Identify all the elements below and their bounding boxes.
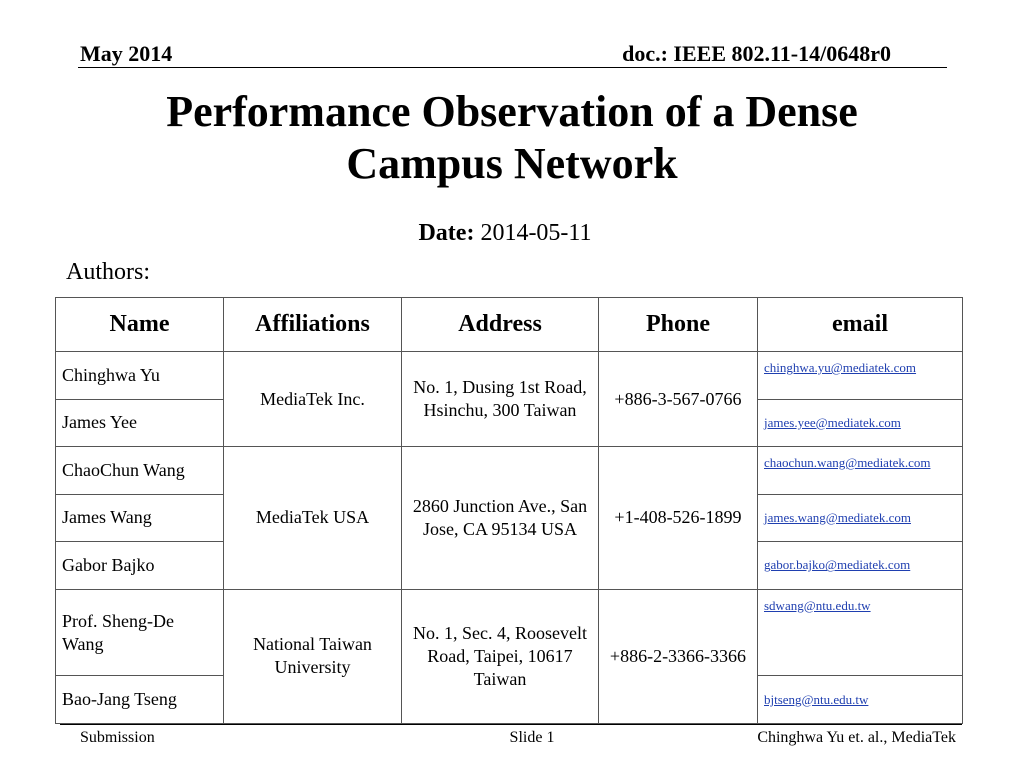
date-value: 2014-05-11 <box>480 220 592 246</box>
footer-author: Chinghwa Yu et. al., MediaTek <box>757 729 956 746</box>
address-cell: 2860 Junction Ave., San Jose, CA 95134 USA <box>402 447 599 590</box>
affiliation-cell: MediaTek Inc. <box>224 352 402 447</box>
footer-divider <box>60 724 962 725</box>
phone-cell: +886-2-3366-3366 <box>599 589 758 723</box>
email-link[interactable]: bjtseng@ntu.edu.tw <box>764 691 869 707</box>
header-address: Address <box>402 298 599 352</box>
author-name: Bao-Jang Tseng <box>56 676 224 724</box>
date-label: Date: <box>418 220 475 246</box>
author-name: Prof. Sheng-De Wang <box>56 589 224 676</box>
header-divider <box>78 67 947 68</box>
author-name: ChaoChun Wang <box>56 447 224 495</box>
header-phone: Phone <box>599 298 758 352</box>
email-link[interactable]: sdwang@ntu.edu.tw <box>764 597 871 613</box>
author-name: Gabor Bajko <box>56 542 224 590</box>
affiliation-cell: MediaTek USA <box>224 447 402 590</box>
email-cell <box>758 542 963 590</box>
table-row <box>56 589 963 676</box>
address-cell: No. 1, Dusing 1st Road, Hsinchu, 300 Taiwan <box>402 352 599 447</box>
email-cell <box>758 399 963 447</box>
author-name: James Yee <box>56 399 224 447</box>
email-link[interactable]: james.wang@mediatek.com <box>764 509 911 525</box>
header-date: May 2014 <box>80 41 173 66</box>
email-cell <box>758 352 963 400</box>
footer-slide-number: Slide 1 <box>509 729 555 746</box>
title-line-2: Campus Network <box>346 139 678 188</box>
header-email: email <box>758 298 963 352</box>
address-cell: No. 1, Sec. 4, Roosevelt Road, Taipei, 10617 Taiwan <box>402 589 599 723</box>
authors-table <box>55 297 963 724</box>
email-link[interactable]: chinghwa.yu@mediatek.com <box>764 360 917 375</box>
header-affiliations: Affiliations <box>224 298 402 352</box>
phone-cell: +1-408-526-1899 <box>599 447 758 590</box>
table-header-row <box>56 298 963 352</box>
table-row <box>56 352 963 400</box>
header-name: Name <box>56 298 224 352</box>
author-name: James Wang <box>56 494 224 542</box>
title-line-1: Performance Observation of a Dense <box>166 87 858 136</box>
authors-label: Authors: <box>66 259 150 285</box>
author-name: Chinghwa Yu <box>56 352 224 400</box>
date-line <box>0 220 1010 247</box>
slide-title <box>60 86 964 190</box>
email-cell <box>758 589 963 676</box>
header-doc-id: doc.: IEEE 802.11-14/0648r0 <box>622 41 891 66</box>
affiliation-cell: National Taiwan University <box>224 589 402 723</box>
email-link[interactable]: chaochun.wang@mediatek.com <box>764 455 931 471</box>
phone-cell: +886-3-567-0766 <box>599 352 758 447</box>
email-cell <box>758 447 963 495</box>
table-row <box>56 447 963 495</box>
email-link[interactable]: james.yee@mediatek.com <box>764 414 901 430</box>
footer-submission: Submission <box>80 729 155 746</box>
email-cell <box>758 494 963 542</box>
email-link[interactable]: gabor.bajko@mediatek.com <box>764 557 911 573</box>
email-cell <box>758 676 963 724</box>
